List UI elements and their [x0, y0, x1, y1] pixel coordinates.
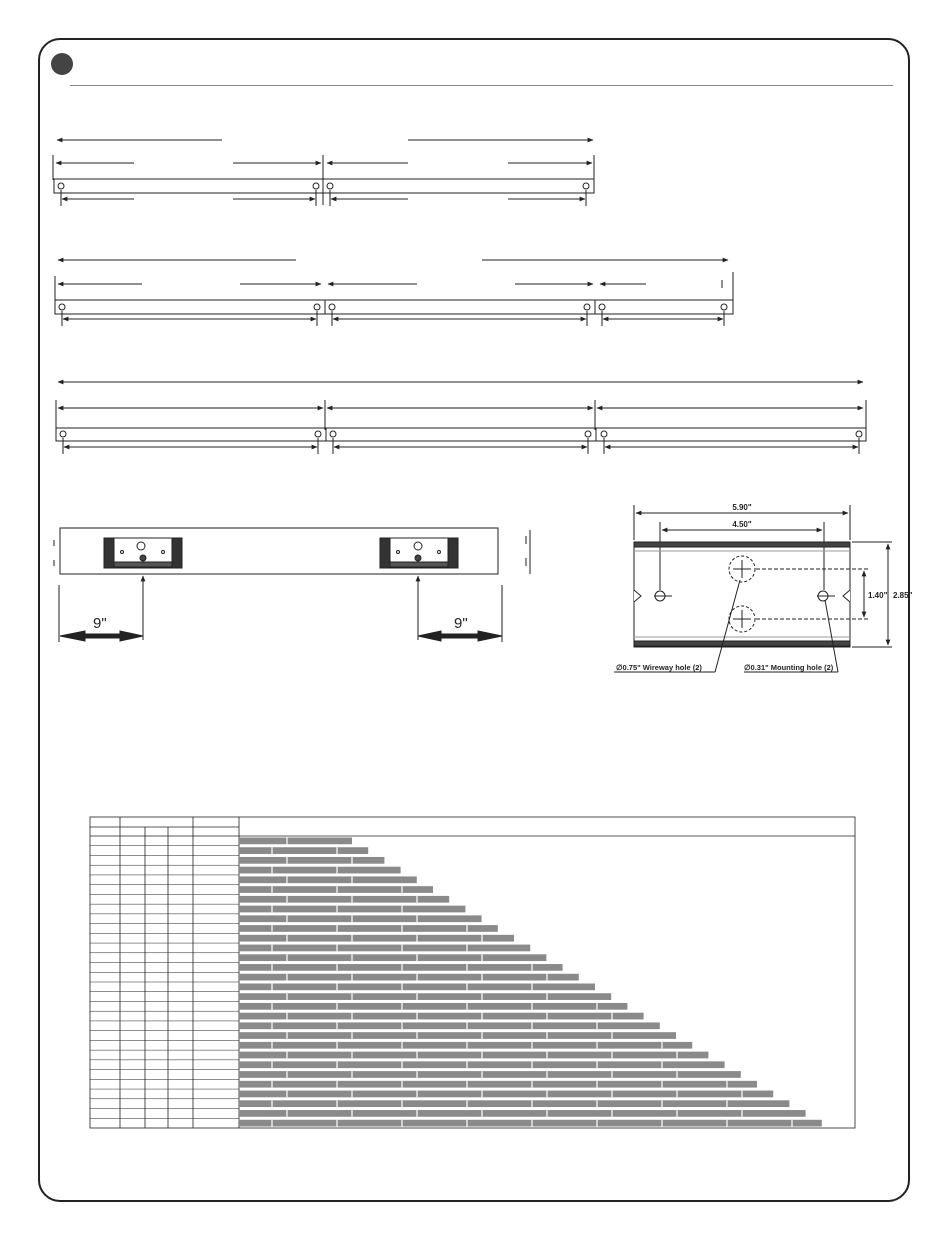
table-row-bar — [239, 925, 498, 932]
table-row-bar — [239, 1003, 627, 1010]
table-row-bar — [239, 838, 352, 845]
table-row-bar — [239, 915, 482, 922]
right-clamp — [380, 538, 458, 568]
table-row-bar — [239, 1110, 806, 1117]
bracket-detail — [614, 505, 892, 672]
spacing-label: 4.50" — [732, 520, 752, 529]
rail-three-sections-full — [56, 382, 866, 454]
length-table-bars — [239, 838, 822, 1127]
table-row-bar — [239, 857, 384, 864]
table-row-bar — [239, 867, 401, 874]
right-offset-label: 9" — [454, 615, 468, 632]
rail-two-sections — [53, 140, 594, 206]
table-row-bar — [239, 935, 514, 942]
table-row-bar — [239, 1071, 741, 1078]
table-row-bar — [239, 954, 546, 961]
table-row-bar — [239, 1061, 725, 1068]
table-row-bar — [239, 1091, 773, 1098]
table-row-bar — [239, 906, 465, 913]
mounting-hole-label: ∅0.31" Mounting hole (2) — [744, 663, 834, 672]
left-clamp — [104, 538, 182, 568]
left-offset-label: 9" — [93, 615, 107, 632]
table-row-bar — [239, 993, 611, 1000]
height-label: 2.85" — [893, 591, 913, 600]
table-row-bar — [239, 886, 433, 893]
table-row-bar — [239, 964, 563, 971]
width-label: 5.90" — [732, 503, 752, 512]
table-row-bar — [239, 1120, 822, 1127]
table-row-bar — [239, 1042, 692, 1049]
table-row-bar — [239, 876, 417, 883]
rail-three-sections-short — [55, 260, 733, 326]
table-row-bar — [239, 1013, 644, 1020]
table-row-bar — [239, 984, 595, 991]
table-row-bar — [239, 1081, 757, 1088]
table-row-bar — [239, 847, 368, 854]
table-row-bar — [239, 974, 579, 981]
wireway-hole-label: ∅0.75" Wireway hole (2) — [616, 663, 702, 672]
table-row-bar — [239, 1100, 789, 1107]
table-row-bar — [239, 896, 449, 903]
table-row-bar — [239, 1032, 676, 1039]
hole-gap-label: 1.40" — [868, 591, 888, 600]
table-row-bar — [239, 945, 530, 952]
table-row-bar — [239, 1052, 708, 1059]
